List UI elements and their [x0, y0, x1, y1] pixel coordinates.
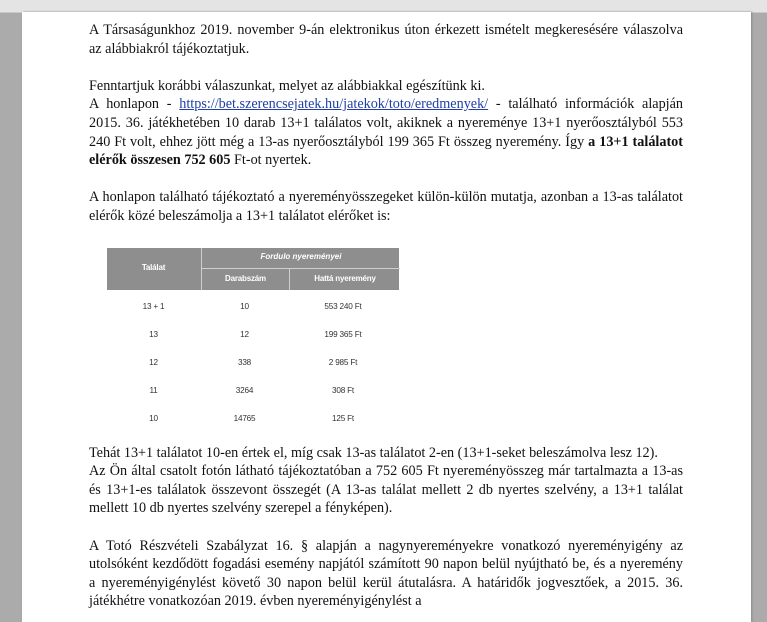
text-segment: - található információk alapján 2015. 36. játékhetében 10 darab 13+1 találatos volt, akiknek a nyereménye 13+1 nyerőosztályból 553 240 Ft volt, ehhez jött még a 13-as nyerőosztályból 199 365 Ft összeg nyeremény. Így [89, 96, 683, 150]
results-link[interactable]: https://bet.szerencsejatek.hu/jatekok/toto/eredmenyek/ [179, 96, 489, 113]
header-nyeremeny: Hattá nyeremény [289, 269, 400, 290]
document-page [22, 12, 751, 622]
text-segment: A honlapon - [89, 96, 180, 113]
paragraph: A honlapon található tájékoztató a nyereményösszegeket külön-külön mutatja, azonban a 13-as találatot elérők közé beleszámolja a 13+1 találatot elérőket is: [89, 189, 683, 224]
intro-paragraph: A Társaságunkhoz 2019. november 9-án elektronikus úton érkezett ismételt megkeresésére válaszolva az alábbiakról tájékoztatjuk. [89, 22, 683, 57]
header-talalat: Találat [141, 263, 166, 273]
text-segment: Ft-ot nyertek. [230, 152, 312, 169]
paragraph: Az Ön által csatolt fotón látható tájékoztatóban a 752 605 Ft nyereményösszeg már tartalmazta a 13-as és 13+1-es találatok összevont összegét (A 13-as találat mellett 2 db nyertes szelvény, a 13+1 találat mellett 10 db nyertes szelvény szerepel a fényképen). [89, 463, 683, 517]
table-row [107, 382, 399, 394]
paragraph: Tehát 13+1 találatot 10-en értek el, míg csak 13-as találatot 2-en (13+1-seket beleszámolva lesz 12). [89, 444, 658, 461]
paragraph: A Totó Részvételi Szabályzat 16. § alapján a nagynyereményekre vonatkozó nyereményigény az utolsóként kezdődött fogadási esemény napjától számított 90 napon belül nyújtható be, és a nyeremény a nyereményigénylést követő 30 napon belül kerül átutalásra. A határidők jogvesztőek, a 2015. 36. játékhétre vonatkozóan 2019. évben nyereményigénylést a [89, 537, 683, 610]
cell-nyeremeny: 2 985 Ft [328, 357, 358, 367]
cell-talalat: 10 [149, 413, 158, 423]
header-darabszam: Darabszám [201, 269, 289, 290]
table-row [107, 298, 399, 310]
table-row [107, 326, 399, 338]
cell-darab: 3264 [235, 385, 254, 395]
paragraph-line: Fenntartjuk korábbi válaszunkat, melyet az alábbiakkal egészítünk ki. [89, 77, 485, 94]
cell-nyeremeny: 553 240 Ft [324, 301, 362, 311]
table-row [107, 354, 399, 366]
cell-nyeremeny: 308 Ft [331, 385, 354, 395]
paragraph-with-link [89, 95, 683, 169]
cell-nyeremeny: 125 Ft [331, 413, 354, 423]
cell-talalat: 13 + 1 [142, 301, 165, 311]
cell-darab: 10 [240, 301, 249, 311]
header-group: Fordulo nyereményei [201, 248, 400, 269]
bold-total: a 13+1 találatot elérők összesen 752 605 [89, 133, 683, 169]
cell-talalat: 12 [149, 357, 158, 367]
cell-darab: 12 [240, 329, 249, 339]
cell-talalat: 11 [149, 385, 158, 395]
cell-nyeremeny: 199 365 Ft [324, 329, 362, 339]
cell-darab: 14765 [233, 413, 256, 423]
table-row [107, 410, 399, 422]
cell-darab: 338 [237, 357, 252, 367]
cell-talalat: 13 [149, 329, 158, 339]
results-table-image [107, 248, 402, 428]
document-body [89, 21, 683, 611]
